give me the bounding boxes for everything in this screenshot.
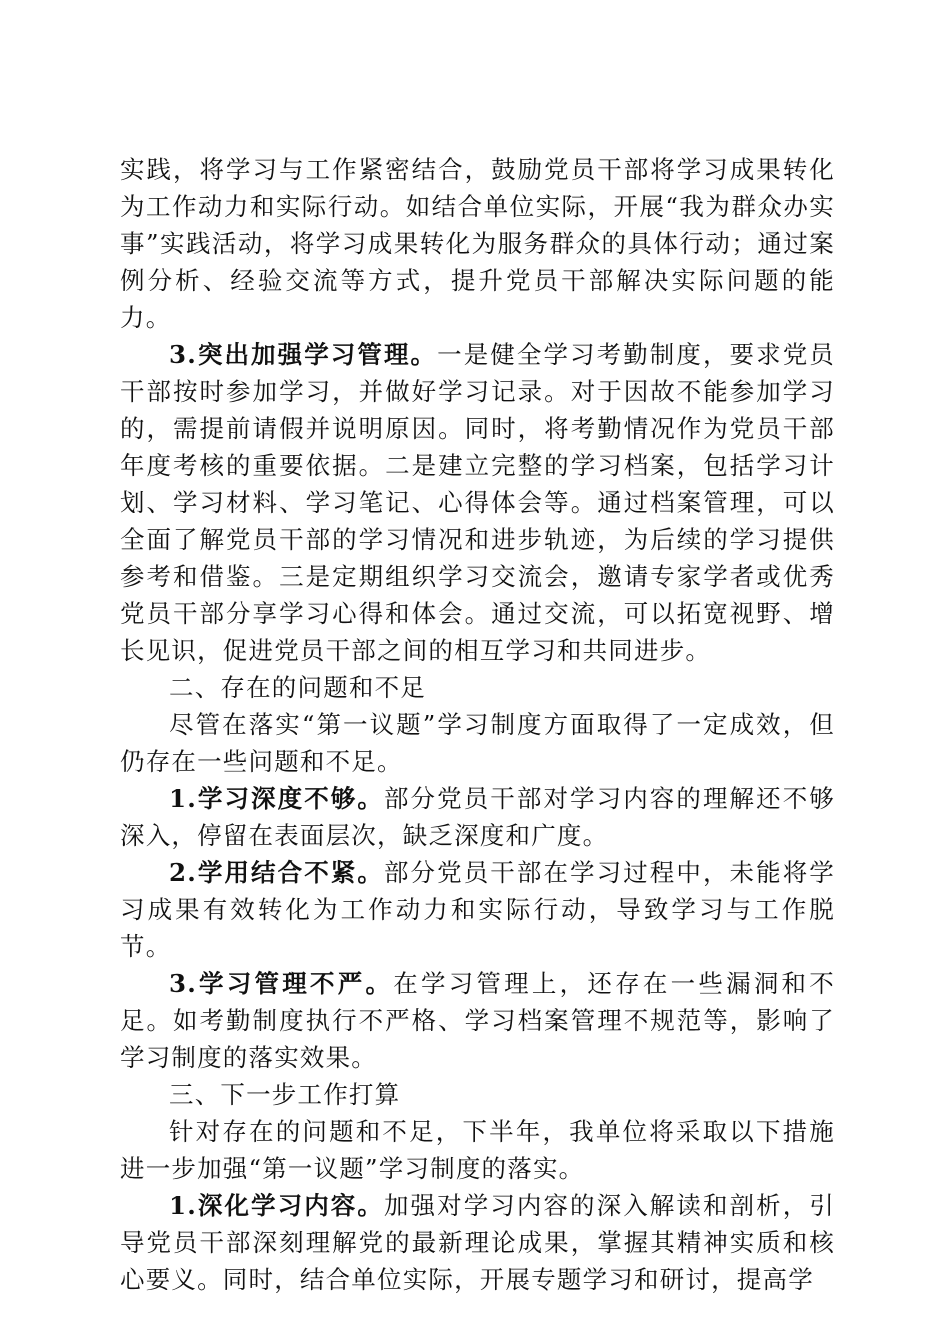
paragraph-learning-depth-body: 部分党员干部对学习内容的理解还不够深入，停留在表面层次，缺乏深度和广度。 — [120, 784, 835, 850]
subheading-deepen-content: 1.深化学习内容。 — [169, 1191, 384, 1220]
paragraph-practice: 实践，将学习与工作紧密结合，鼓励党员干部将学习成果转化为工作动力和实际行动。如结合单位实际，开展“我为群众办实事”实践活动，将学习成果转化为服务群众的具体行动；通过案例分析、经验交流等方式，提升党员干部解决实际问题的能力。 — [120, 155, 835, 332]
paragraph-problems-intro: 尽管在落实“第一议题”学习制度方面取得了一定成效，但仍存在一些问题和不足。 — [120, 710, 835, 776]
paragraph-deepen-content-body: 加强对学习内容的深入解读和剖析，引导党员干部深刻理解党的最新理论成果，掌握其精神实质和核心要义。同时，结合单位实际，开展专题学习和研讨，提高学 — [120, 1191, 835, 1294]
paragraph-learning-management-body: 一是健全学习考勤制度，要求党员干部按时参加学习，并做好学习记录。对于因故不能参加学习的，需提前请假并说明原因。同时，将考勤情况作为党员干部年度考核的重要依据。二是建立完整的学习档案，包括学习计划、学习材料、学习笔记、心得体会等。通过档案管理，可以全面了解党员干部的学习情况和进步轨迹，为后续的学习提供参考和借鉴。三是定期组织学习交流会，邀请专家学者或优秀党员干部分享学习心得和体会。通过交流，可以拓宽视野、增长见识，促进党员干部之间的相互学习和共同进步。 — [120, 340, 836, 665]
subheading-management-lax: 3.学习管理不严。 — [169, 969, 394, 998]
paragraph-next-steps-intro: 针对存在的问题和不足，下半年，我单位将采取以下措施进一步加强“第一议题”学习制度的落实。 — [120, 1117, 835, 1183]
subheading-study-application: 2.学用结合不紧。 — [169, 858, 384, 887]
section-heading-problems: 二、存在的问题和不足 — [169, 673, 426, 702]
document-page — [120, 151, 835, 1298]
paragraph-learning-depth — [120, 780, 835, 854]
paragraph-learning-management — [120, 336, 835, 669]
paragraph-management-lax-body: 在学习管理上，还存在一些漏洞和不足。如考勤制度执行不严格、学习档案管理不规范等，影响了学习制度的落实效果。 — [120, 969, 835, 1072]
paragraph-study-application — [120, 854, 835, 965]
subheading-learning-depth: 1.学习深度不够。 — [169, 784, 384, 813]
paragraph-study-application-body: 部分党员干部在学习过程中，未能将学习成果有效转化为工作动力和实际行动，导致学习与工作脱节。 — [120, 858, 835, 961]
subheading-learning-management: 3.突出加强学习管理。 — [169, 340, 438, 369]
section-heading-next-steps: 三、下一步工作打算 — [169, 1080, 401, 1109]
paragraph-deepen-content — [120, 1187, 835, 1298]
paragraph-management-lax — [120, 965, 835, 1076]
